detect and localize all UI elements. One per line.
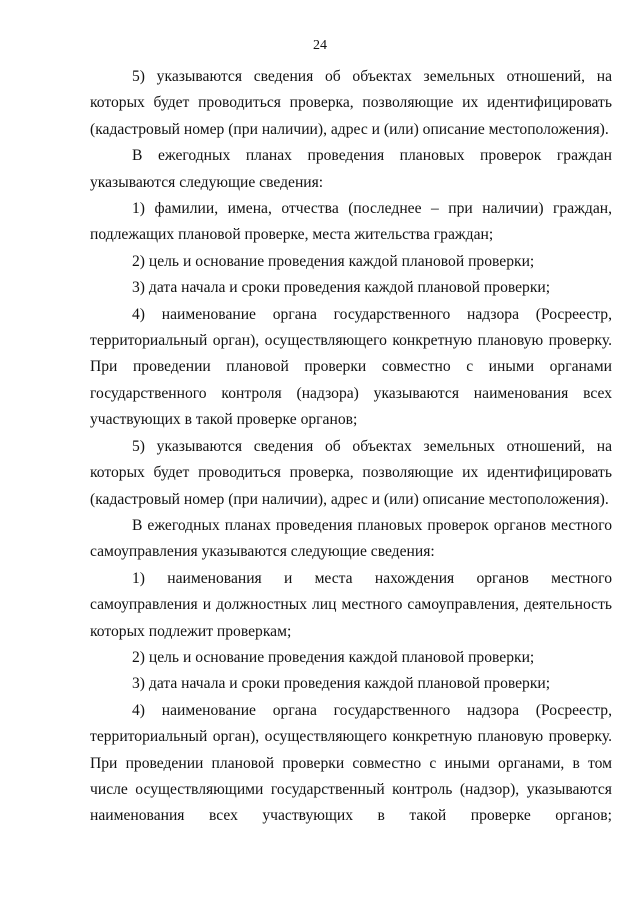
- paragraph-citizens-item-4: 4) наименование органа государственного надзора (Росреестр, территориальный орган), осуществляющего конкретную плановую проверку. При проведении плановой проверки совместно с иными органами государственного контроля (надзора) указываются наименования всех участвующих в такой проверке органов;: [90, 305, 612, 429]
- paragraph-citizens-item-5: 5) указываются сведения об объектах земельных отношений, на которых будет проводиться проверка, позволяющие их идентифицировать (кадастровый номер (при наличии), адрес и (или) описание местоположения).: [90, 437, 612, 508]
- paragraph-citizens-item-1: 1) фамилии, имена, отчества (последнее – при наличии) граждан, подлежащих плановой проверке, места жительства граждан;: [90, 200, 612, 244]
- paragraph-citizens-plans-intro: В ежегодных планах проведения плановых проверок граждан указываются следующие сведения:: [90, 147, 612, 191]
- paragraph-local-gov-plans-intro: В ежегодных планах проведения плановых проверок органов местного самоуправления указываются следующие сведения:: [90, 516, 612, 561]
- document-body: [90, 64, 612, 830]
- page-number: 24: [313, 38, 327, 53]
- paragraph-citizens-item-2: 2) цель и основание проведения каждой плановой проверки;: [132, 252, 535, 270]
- paragraph-local-gov-item-3: 3) дата начала и сроки проведения каждой плановой проверки;: [132, 675, 551, 693]
- paragraph-local-gov-item-4: 4) наименование органа государственного надзора (Росреестр, территориальный орган), осуществляющего конкретную плановую проверку. При проведении плановой проверки совместно с иными органами, в том числе осуществляющими государственный контроль (надзор), указываются наименования всех участвующих в такой проверке органов;: [90, 701, 612, 825]
- paragraph-objects-info-1: 5) указываются сведения об объектах земельных отношений, на которых будет проводиться проверка, позволяющие их идентифицировать (кадастровый номер (при наличии), адрес и (или) описание местоположения).: [90, 68, 612, 138]
- paragraph-local-gov-item-2: 2) цель и основание проведения каждой плановой проверки;: [132, 648, 535, 666]
- paragraph-citizens-item-3: 3) дата начала и сроки проведения каждой плановой проверки;: [132, 279, 551, 297]
- paragraph-local-gov-item-1: 1) наименования и места нахождения органов местного самоуправления и должностных лиц местного самоуправления, деятельность которых подлежит проверкам;: [90, 569, 612, 640]
